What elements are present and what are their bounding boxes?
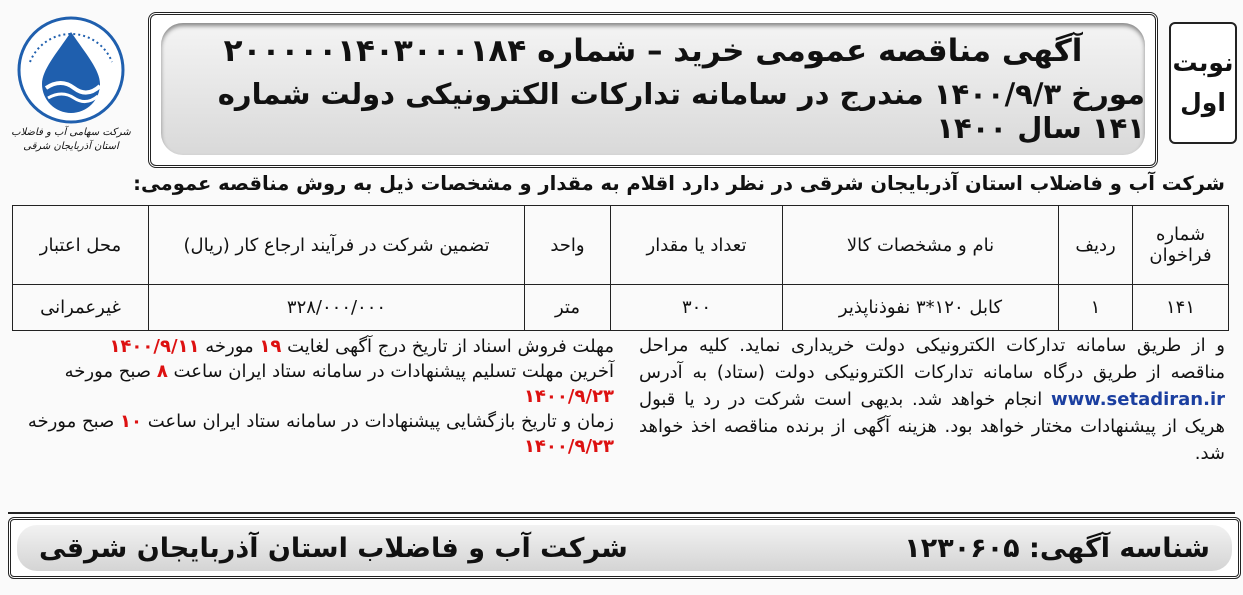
col-item-name: نام و مشخصات کالا <box>783 206 1059 285</box>
deadlines-text <box>14 334 614 459</box>
procedure-text <box>639 332 1225 467</box>
col-unit: واحد <box>525 206 611 285</box>
col-quantity: تعداد یا مقدار <box>611 206 783 285</box>
cell-funding: غیرعمرانی <box>13 285 149 331</box>
cell-tender-number: ۱۴۱ <box>1133 285 1229 331</box>
setad-link[interactable]: www.setadiran.ir <box>1050 389 1225 410</box>
water-drop-logo-icon <box>16 14 126 126</box>
cell-item-name: کابل ۱۲۰*۳ نفوذناپذیر <box>783 285 1059 331</box>
document-sale-deadline: مهلت فروش اسناد از تاریخ درج آگهی لغایت ۱۹ مورخه ۱۴۰۰/۹/۱۱ <box>109 336 614 357</box>
cell-quantity: ۳۰۰ <box>611 285 783 331</box>
items-table <box>12 205 1229 331</box>
cell-guarantee: ۳۲۸/۰۰۰/۰۰۰ <box>149 285 525 331</box>
logo-caption-1: شرکت سهامی آب و فاضلاب <box>11 127 131 138</box>
divider <box>8 512 1235 514</box>
submission-deadline: آخرین مهلت تسلیم پیشنهادات در سامانه ستاد ایران ساعت ۸ صبح مورخه ۱۴۰۰/۹/۲۳ <box>64 361 614 407</box>
header-title: آگهی مناقصه عمومی خرید – شماره ۲۰۰۰۰۰۱۴۰۳۰۰۰۱۸۴ <box>223 33 1083 69</box>
logo-caption-2: استان آذربایجان شرقی <box>23 141 119 152</box>
footer-banner <box>17 525 1232 571</box>
round-value: اول <box>1180 88 1226 117</box>
round-box <box>1169 22 1237 144</box>
col-row: ردیف <box>1059 206 1133 285</box>
header-box <box>148 12 1158 168</box>
header-subtitle: مورخ ۱۴۰۰/۹/۳ مندرج در سامانه تدارکات الکترونیکی دولت شماره ۱۴۱ سال ۱۴۰۰ <box>217 77 1145 145</box>
footer-box <box>8 517 1241 579</box>
procedure-text-1: و از طریق سامانه تدارکات الکترونیکی دولت خریداری نماید. کلیه مراحل مناقصه از طریق درگاه سامانه تدارکات الکترونیکی دولت (ستاد) به آدرس <box>639 335 1225 383</box>
header-banner <box>161 23 1145 155</box>
cell-row: ۱ <box>1059 285 1133 331</box>
table-row <box>13 285 1229 331</box>
table-header-row <box>13 206 1229 285</box>
intro-text: شرکت آب و فاضلاب استان آذربایجان شرقی در نظر دارد اقلام به مقدار و مشخصات ذیل به روش مناقصه عمومی: <box>133 172 1225 195</box>
company-logo <box>10 14 132 166</box>
col-guarantee: تضمین شرکت در فرآیند ارجاع کار (ریال) <box>149 206 525 285</box>
col-funding: محل اعتبار <box>13 206 149 285</box>
ad-identifier: شناسه آگهی: ۱۲۳۰۶۰۵ <box>904 532 1210 564</box>
procedure-text-2: انجام خواهد شد. بدیهی است شرکت در رد یا قبول هریک از پیشنهادات مختار خواهد بود. هزینه آگهی از برنده مناقصه اخذ خواهد شد. <box>639 389 1225 464</box>
col-tender-number: شماره فراخوان <box>1133 206 1229 285</box>
round-label: نوبت <box>1172 48 1234 77</box>
footer-company: شرکت آب و فاضلاب استان آذربایجان شرقی <box>39 532 628 564</box>
cell-unit: متر <box>525 285 611 331</box>
opening-date: زمان و تاریخ بازگشایی پیشنهادات در سامانه ستاد ایران ساعت ۱۰ صبح مورخه ۱۴۰۰/۹/۲۳ <box>27 411 614 457</box>
